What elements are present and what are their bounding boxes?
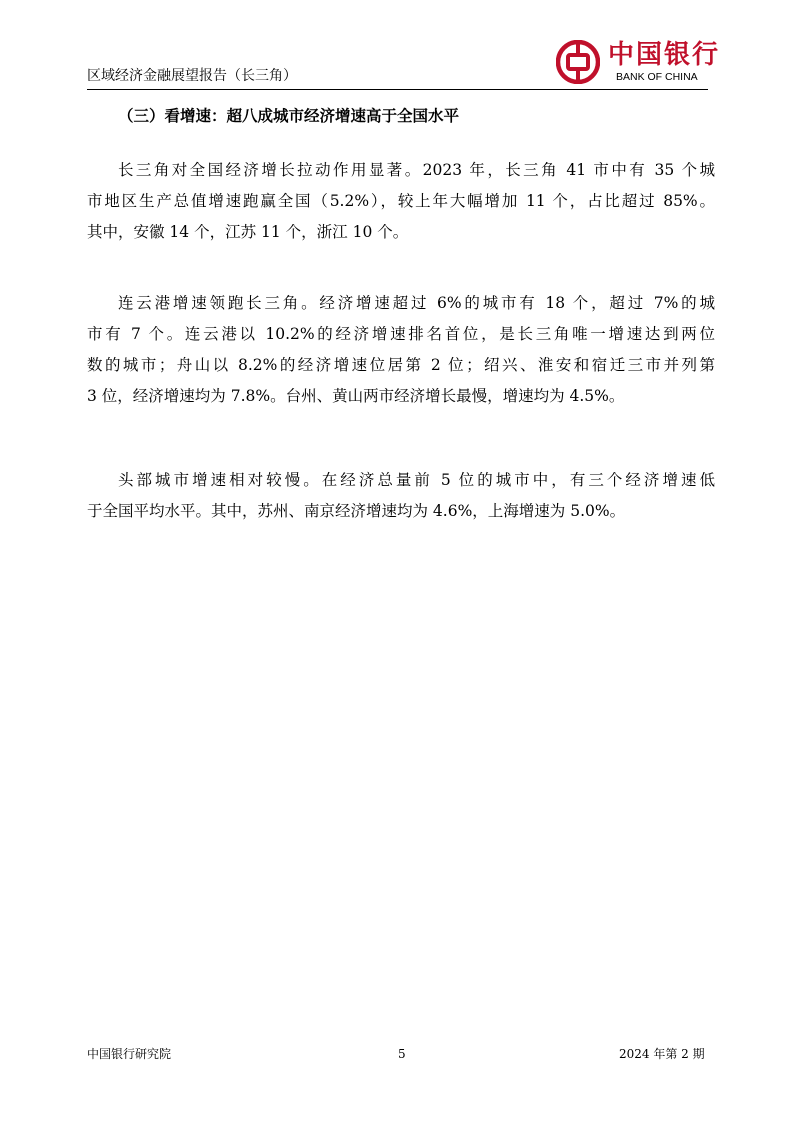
- footer-institute: 中国银行研究院: [87, 1047, 172, 1061]
- logo-english-name: BANK OF CHINA: [616, 71, 698, 83]
- paragraph-line: 3 位，经济增速均为 7.8%。台州、黄山两市经济增长最慢，增速均为 4.5%。: [87, 387, 625, 405]
- paragraph-line: 头部城市增速相对较慢。在经济总量前 5 位的城市中，有三个经济增速低: [118, 471, 715, 489]
- paragraph-line: 连云港增速领跑长三角。经济增速超过 6%的城市有 18 个，超过 7%的城: [118, 294, 715, 312]
- bank-logo: [556, 40, 721, 90]
- footer-issue: 2024 年第 2 期: [619, 1047, 705, 1061]
- paragraph: [87, 288, 715, 412]
- bank-of-china-logo-icon: [556, 40, 600, 84]
- paragraph-line: 其中，安徽 14 个，江苏 11 个，浙江 10 个。: [87, 223, 409, 241]
- page-number: 5: [398, 1047, 406, 1061]
- section-heading: （三）看增速：超八成城市经济增速高于全国水平: [118, 106, 460, 125]
- paragraph-line: 于全国平均水平。其中，苏州、南京经济增速均为 4.6%，上海增速为 5.0%。: [87, 502, 626, 520]
- paragraph-line: 数的城市；舟山以 8.2%的经济增速位居第 2 位；绍兴、淮安和宿迁三市并列第: [87, 356, 715, 374]
- paragraph-line: 长三角对全国经济增长拉动作用显著。2023 年，长三角 41 市中有 35 个城: [118, 161, 715, 179]
- paragraph: [87, 465, 715, 527]
- paragraph-line: 市地区生产总值增速跑赢全国（5.2%），较上年大幅增加 11 个，占比超过 85%。: [87, 192, 715, 210]
- paragraph-line: 市有 7 个。连云港以 10.2%的经济增速排名首位，是长三角唯一增速达到两位: [87, 325, 715, 343]
- paragraph: [87, 155, 715, 248]
- logo-chinese-name: 中国银行: [608, 40, 721, 70]
- report-title: 区域经济金融展望报告（长三角）: [87, 68, 297, 84]
